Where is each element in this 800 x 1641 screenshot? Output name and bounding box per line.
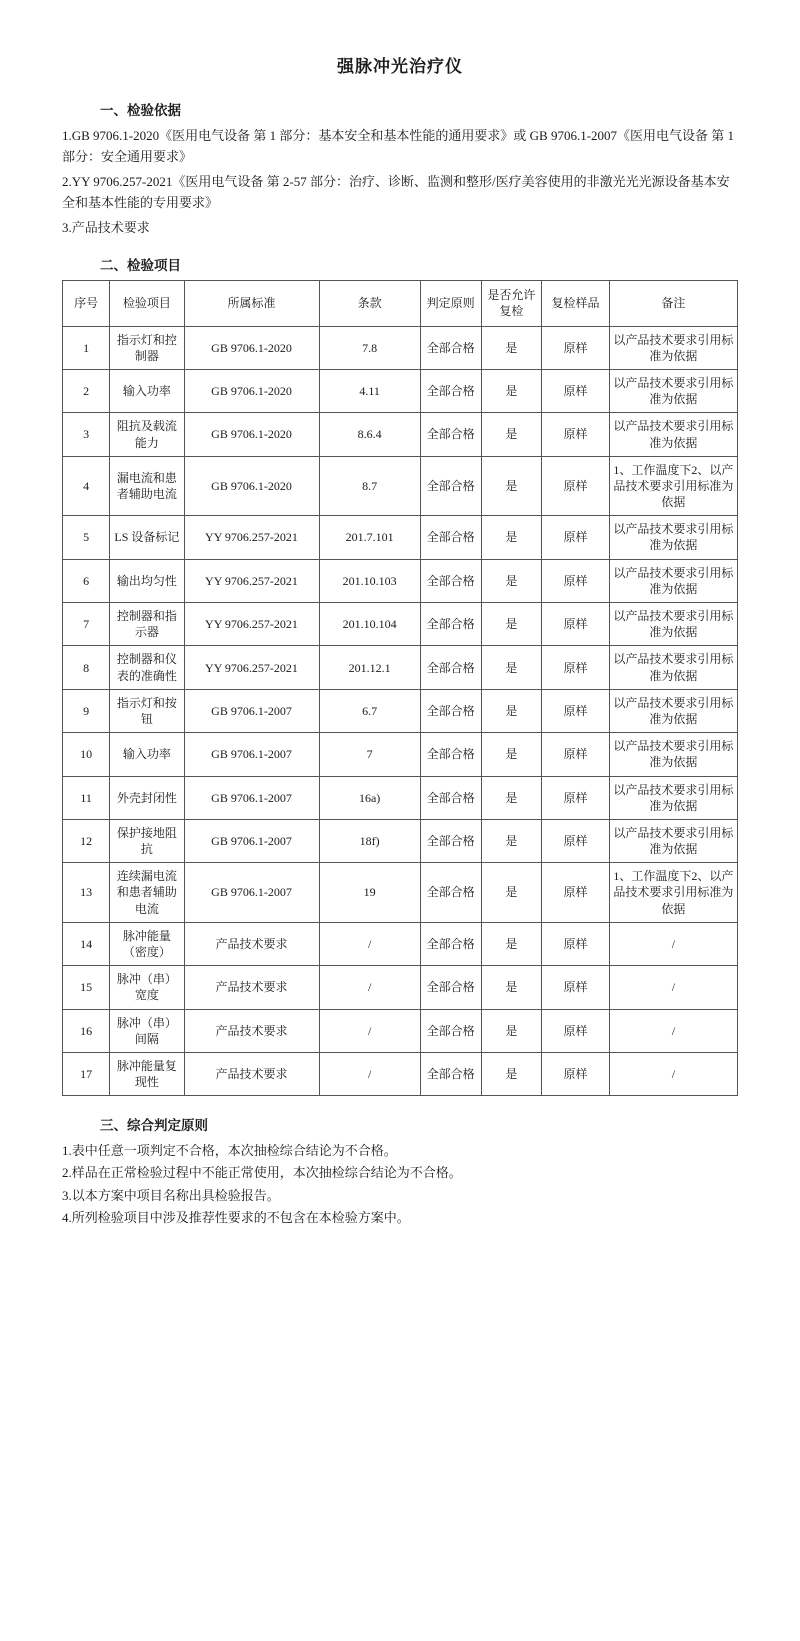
cell-sample: 原样 xyxy=(542,776,610,819)
cell-remark: 以产品技术要求引用标准为依据 xyxy=(609,326,737,369)
cell-remark: / xyxy=(609,966,737,1009)
cell-standard: GB 9706.1-2020 xyxy=(184,413,319,456)
cell-recheck: 是 xyxy=(481,369,542,412)
cell-principle: 全部合格 xyxy=(420,863,481,923)
cell-principle: 全部合格 xyxy=(420,689,481,732)
cell-standard: YY 9706.257-2021 xyxy=(184,559,319,602)
table-row xyxy=(63,456,738,516)
section-heading-items: 二、检验项目 xyxy=(100,258,181,274)
table-row xyxy=(63,863,738,923)
basis-item: 2.YY 9706.257-2021《医用电气设备 第 2-57 部分：治疗、诊断、监测和整形/医疗美容使用的非激光光光源设备基本安全和基本性能的专用要求》 xyxy=(62,174,730,211)
section-heading-conclusion: 三、综合判定原则 xyxy=(100,1118,208,1134)
cell-item: 输入功率 xyxy=(110,369,184,412)
column-header-recheck: 是否允许复检 xyxy=(481,281,542,326)
cell-standard: 产品技术要求 xyxy=(184,1009,319,1052)
cell-principle: 全部合格 xyxy=(420,413,481,456)
section-heading-basis: 一、检验依据 xyxy=(100,103,181,118)
cell-sample: 原样 xyxy=(542,369,610,412)
cell-sample: 原样 xyxy=(542,733,610,776)
cell-item: 输出均匀性 xyxy=(110,559,184,602)
cell-principle: 全部合格 xyxy=(420,1009,481,1052)
table-row xyxy=(63,516,738,559)
table-row xyxy=(63,413,738,456)
cell-standard: GB 9706.1-2007 xyxy=(184,819,319,862)
cell-standard: GB 9706.1-2020 xyxy=(184,326,319,369)
table-row xyxy=(63,966,738,1009)
column-header-sample: 复检样品 xyxy=(542,281,610,326)
cell-principle: 全部合格 xyxy=(420,516,481,559)
cell-item: 漏电流和患者辅助电流 xyxy=(110,456,184,516)
basis-list xyxy=(62,125,738,238)
cell-sample: 原样 xyxy=(542,516,610,559)
table-row xyxy=(63,603,738,646)
cell-standard: 产品技术要求 xyxy=(184,1052,319,1095)
cell-recheck: 是 xyxy=(481,863,542,923)
cell-remark: / xyxy=(609,922,737,965)
cell-recheck: 是 xyxy=(481,689,542,732)
cell-recheck: 是 xyxy=(481,733,542,776)
cell-item: 控制器和指示器 xyxy=(110,603,184,646)
conclusion-list xyxy=(62,1140,738,1228)
cell-standard: YY 9706.257-2021 xyxy=(184,646,319,689)
cell-sample: 原样 xyxy=(542,456,610,516)
table-row xyxy=(63,689,738,732)
cell-sample: 原样 xyxy=(542,559,610,602)
cell-sample: 原样 xyxy=(542,603,610,646)
table-row xyxy=(63,819,738,862)
cell-seq: 14 xyxy=(63,922,110,965)
cell-recheck: 是 xyxy=(481,1009,542,1052)
cell-seq: 2 xyxy=(63,369,110,412)
cell-sample: 原样 xyxy=(542,1052,610,1095)
table-row xyxy=(63,369,738,412)
cell-clause: 16a) xyxy=(319,776,420,819)
cell-seq: 10 xyxy=(63,733,110,776)
table-row xyxy=(63,1009,738,1052)
cell-clause: 201.10.103 xyxy=(319,559,420,602)
cell-standard: GB 9706.1-2020 xyxy=(184,456,319,516)
cell-principle: 全部合格 xyxy=(420,603,481,646)
table-row xyxy=(63,922,738,965)
cell-item: 脉冲（串）间隔 xyxy=(110,1009,184,1052)
cell-seq: 17 xyxy=(63,1052,110,1095)
cell-item: 阻抗及载流能力 xyxy=(110,413,184,456)
table-row xyxy=(63,776,738,819)
cell-remark: 1、工作温度下2、以产品技术要求引用标准为依据 xyxy=(609,863,737,923)
cell-clause: 8.7 xyxy=(319,456,420,516)
cell-standard: YY 9706.257-2021 xyxy=(184,516,319,559)
cell-recheck: 是 xyxy=(481,1052,542,1095)
cell-recheck: 是 xyxy=(481,326,542,369)
cell-item: LS 设备标记 xyxy=(110,516,184,559)
cell-seq: 3 xyxy=(63,413,110,456)
cell-standard: GB 9706.1-2020 xyxy=(184,369,319,412)
cell-recheck: 是 xyxy=(481,646,542,689)
cell-recheck: 是 xyxy=(481,516,542,559)
cell-seq: 8 xyxy=(63,646,110,689)
cell-sample: 原样 xyxy=(542,326,610,369)
cell-item: 脉冲（串）宽度 xyxy=(110,966,184,1009)
cell-seq: 5 xyxy=(63,516,110,559)
cell-principle: 全部合格 xyxy=(420,326,481,369)
cell-principle: 全部合格 xyxy=(420,966,481,1009)
table-row xyxy=(63,326,738,369)
cell-standard: GB 9706.1-2007 xyxy=(184,776,319,819)
cell-principle: 全部合格 xyxy=(420,922,481,965)
cell-clause: 19 xyxy=(319,863,420,923)
cell-sample: 原样 xyxy=(542,646,610,689)
cell-remark: / xyxy=(609,1052,737,1095)
table-row xyxy=(63,559,738,602)
cell-item: 连续漏电流和患者辅助电流 xyxy=(110,863,184,923)
cell-sample: 原样 xyxy=(542,689,610,732)
cell-standard: GB 9706.1-2007 xyxy=(184,863,319,923)
column-header-seq: 序号 xyxy=(63,281,110,326)
cell-principle: 全部合格 xyxy=(420,646,481,689)
cell-standard: 产品技术要求 xyxy=(184,922,319,965)
cell-seq: 4 xyxy=(63,456,110,516)
cell-sample: 原样 xyxy=(542,819,610,862)
column-header-standard: 所属标准 xyxy=(184,281,319,326)
conclusion-item: 1.表中任意一项判定不合格，本次抽检综合结论为不合格。 xyxy=(62,1143,397,1159)
cell-standard: GB 9706.1-2007 xyxy=(184,733,319,776)
cell-clause: 201.10.104 xyxy=(319,603,420,646)
cell-item: 指示灯和按钮 xyxy=(110,689,184,732)
cell-recheck: 是 xyxy=(481,559,542,602)
cell-standard: YY 9706.257-2021 xyxy=(184,603,319,646)
cell-principle: 全部合格 xyxy=(420,369,481,412)
conclusion-item: 4.所列检验项目中涉及推荐性要求的不包含在本检验方案中。 xyxy=(62,1209,410,1225)
cell-recheck: 是 xyxy=(481,966,542,1009)
cell-sample: 原样 xyxy=(542,413,610,456)
cell-item: 输入功率 xyxy=(110,733,184,776)
table-row xyxy=(63,1052,738,1095)
conclusion-item: 2.样品在正常检验过程中不能正常使用，本次抽检综合结论为不合格。 xyxy=(62,1165,462,1181)
column-header-item: 检验项目 xyxy=(110,281,184,326)
cell-remark: 以产品技术要求引用标准为依据 xyxy=(609,689,737,732)
cell-recheck: 是 xyxy=(481,456,542,516)
cell-item: 保护接地阻抗 xyxy=(110,819,184,862)
cell-seq: 9 xyxy=(63,689,110,732)
cell-principle: 全部合格 xyxy=(420,733,481,776)
column-header-principle: 判定原则 xyxy=(420,281,481,326)
conclusion-item: 3.以本方案中项目名称出具检验报告。 xyxy=(62,1187,280,1203)
table-row xyxy=(63,646,738,689)
cell-remark: 以产品技术要求引用标准为依据 xyxy=(609,603,737,646)
cell-principle: 全部合格 xyxy=(420,776,481,819)
cell-clause: 6.7 xyxy=(319,689,420,732)
cell-seq: 1 xyxy=(63,326,110,369)
basis-item: 3.产品技术要求 xyxy=(62,220,150,236)
cell-seq: 15 xyxy=(63,966,110,1009)
cell-seq: 7 xyxy=(63,603,110,646)
cell-seq: 16 xyxy=(63,1009,110,1052)
cell-standard: GB 9706.1-2007 xyxy=(184,689,319,732)
cell-remark: 以产品技术要求引用标准为依据 xyxy=(609,516,737,559)
basis-item: 1.GB 9706.1-2020《医用电气设备 第 1 部分：基本安全和基本性能的通用要求》或 GB 9706.1-2007《医用电气设备 第 1 部分：安全通用要求》 xyxy=(62,128,735,165)
cell-principle: 全部合格 xyxy=(420,559,481,602)
cell-remark: 以产品技术要求引用标准为依据 xyxy=(609,646,737,689)
cell-sample: 原样 xyxy=(542,922,610,965)
cell-item: 控制器和仪表的准确性 xyxy=(110,646,184,689)
page-title: 强脉冲光治疗仪 xyxy=(337,57,463,76)
cell-clause: 8.6.4 xyxy=(319,413,420,456)
cell-clause: 201.12.1 xyxy=(319,646,420,689)
cell-clause: 201.7.101 xyxy=(319,516,420,559)
cell-standard: 产品技术要求 xyxy=(184,966,319,1009)
cell-remark: 以产品技术要求引用标准为依据 xyxy=(609,819,737,862)
cell-principle: 全部合格 xyxy=(420,456,481,516)
cell-principle: 全部合格 xyxy=(420,1052,481,1095)
column-header-remark: 备注 xyxy=(609,281,737,326)
cell-clause: 7 xyxy=(319,733,420,776)
cell-seq: 11 xyxy=(63,776,110,819)
cell-remark: 以产品技术要求引用标准为依据 xyxy=(609,733,737,776)
cell-clause: / xyxy=(319,1009,420,1052)
cell-recheck: 是 xyxy=(481,603,542,646)
cell-recheck: 是 xyxy=(481,413,542,456)
cell-item: 指示灯和控制器 xyxy=(110,326,184,369)
cell-recheck: 是 xyxy=(481,922,542,965)
inspection-items-table xyxy=(62,280,738,1096)
cell-sample: 原样 xyxy=(542,863,610,923)
cell-recheck: 是 xyxy=(481,776,542,819)
table-header-row xyxy=(63,281,738,326)
cell-remark: 以产品技术要求引用标准为依据 xyxy=(609,413,737,456)
cell-remark: 以产品技术要求引用标准为依据 xyxy=(609,776,737,819)
cell-remark: 以产品技术要求引用标准为依据 xyxy=(609,559,737,602)
cell-seq: 6 xyxy=(63,559,110,602)
table-row xyxy=(63,733,738,776)
cell-sample: 原样 xyxy=(542,966,610,1009)
cell-remark: / xyxy=(609,1009,737,1052)
cell-remark: 1、工作温度下2、以产品技术要求引用标准为依据 xyxy=(609,456,737,516)
cell-item: 脉冲能量（密度） xyxy=(110,922,184,965)
cell-remark: 以产品技术要求引用标准为依据 xyxy=(609,369,737,412)
cell-clause: 7.8 xyxy=(319,326,420,369)
cell-item: 脉冲能量复现性 xyxy=(110,1052,184,1095)
cell-item: 外壳封闭性 xyxy=(110,776,184,819)
cell-seq: 12 xyxy=(63,819,110,862)
cell-clause: 4.11 xyxy=(319,369,420,412)
cell-clause: 18f) xyxy=(319,819,420,862)
column-header-clause: 条款 xyxy=(319,281,420,326)
cell-clause: / xyxy=(319,922,420,965)
cell-seq: 13 xyxy=(63,863,110,923)
cell-clause: / xyxy=(319,966,420,1009)
cell-clause: / xyxy=(319,1052,420,1095)
cell-sample: 原样 xyxy=(542,1009,610,1052)
cell-principle: 全部合格 xyxy=(420,819,481,862)
cell-recheck: 是 xyxy=(481,819,542,862)
